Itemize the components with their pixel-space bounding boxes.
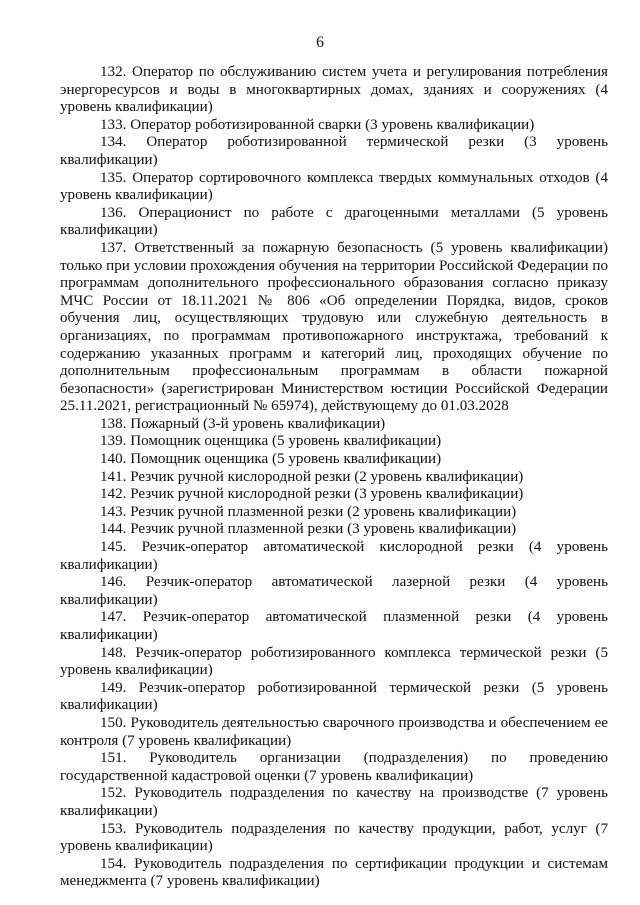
list-item: 143. Резчик ручной плазменной резки (2 уровень квалификации) (100, 503, 517, 520)
list-item: 139. Помощник оценщика (5 уровень квалификации) (100, 433, 442, 450)
list-item: 135. Оператор сортировочного комплекса твердых коммунальных отходов (4 уровень квалификации) (60, 169, 608, 204)
list-item: 147. Резчик-оператор автоматической плазменной резки (4 уровень квалификации) (60, 609, 608, 643)
list-item: 152. Руководитель подразделения по качеству на производстве (7 уровень квалификации) (60, 785, 608, 819)
list-item: 148. Резчик-оператор роботизированного комплекса термической резки (5 уровень квалификации) (60, 644, 608, 679)
list-item: 140. Помощник оценщика (5 уровень квалификации) (100, 451, 442, 468)
list-item: 138. Пожарный (3-й уровень квалификации) (100, 415, 386, 432)
list-item: 145. Резчик-оператор автоматической кислородной резки (4 уровень квалификации) (60, 539, 608, 573)
list-item: 134. Оператор роботизированной термической резки (3 уровень квалификации) (60, 134, 608, 168)
list-item: 154. Руководитель подразделения по сертификации продукции и системам менеджмента (7 уровень квалификации) (60, 855, 608, 890)
list-item: 150. Руководитель деятельностью сварочного производства и обеспечением ее контроля (7 уровень квалификации) (60, 714, 608, 749)
page-number: 6 (316, 34, 324, 51)
list-item: 151. Руководитель организации (подразделения) по проведению государственной кадастровой оценки (7 уровень квалификации) (60, 750, 608, 784)
list-item: 142. Резчик ручной кислородной резки (3 уровень квалификации) (100, 486, 524, 503)
list-item: 153. Руководитель подразделения по качеству продукции, работ, услуг (7 уровень квалификации) (60, 820, 608, 855)
qualification-list (60, 64, 608, 891)
list-item: 149. Резчик-оператор роботизированной термической резки (5 уровень квалификации) (60, 679, 608, 714)
list-item: 133. Оператор роботизированной сварки (3 уровень квалификации) (100, 116, 535, 133)
list-item: 146. Резчик-оператор автоматической лазерной резки (4 уровень квалификации) (60, 574, 608, 608)
list-item: 137. Ответственный за пожарную безопасность (5 уровень квалификации) только при условии прохождения обучения на территории Российской Федерации по программам дополнительного профессионального образования согласно приказу МЧС России от 18.11.2021 № 806 «Об определении Порядка, видов, сроков обучения лиц, осуществляющих трудовую или служебную деятельность в организациях, по программам противопожарного инструктажа, требований к содержанию указанных программ и категорий лиц, проходящих обучение по дополнительным профессиональным программам в области пожарной безопасности» (зарегистрирован Министерством юстиции Российской Федерации 25.11.2021, регистрационный № 65974), действующему до 01.03.2028 (60, 239, 608, 415)
list-item: 136. Операционист по работе с драгоценными металлами (5 уровень квалификации) (60, 204, 608, 239)
list-item: 144. Резчик ручной плазменной резки (3 уровень квалификации) (100, 521, 517, 538)
list-item: 132. Оператор по обслуживанию систем учета и регулирования потребления энергоресурсов и воды в многоквартирных домах, зданиях и сооружениях (4 уровень квалификации) (60, 64, 608, 116)
list-item: 141. Резчик ручной кислородной резки (2 уровень квалификации) (100, 468, 524, 485)
